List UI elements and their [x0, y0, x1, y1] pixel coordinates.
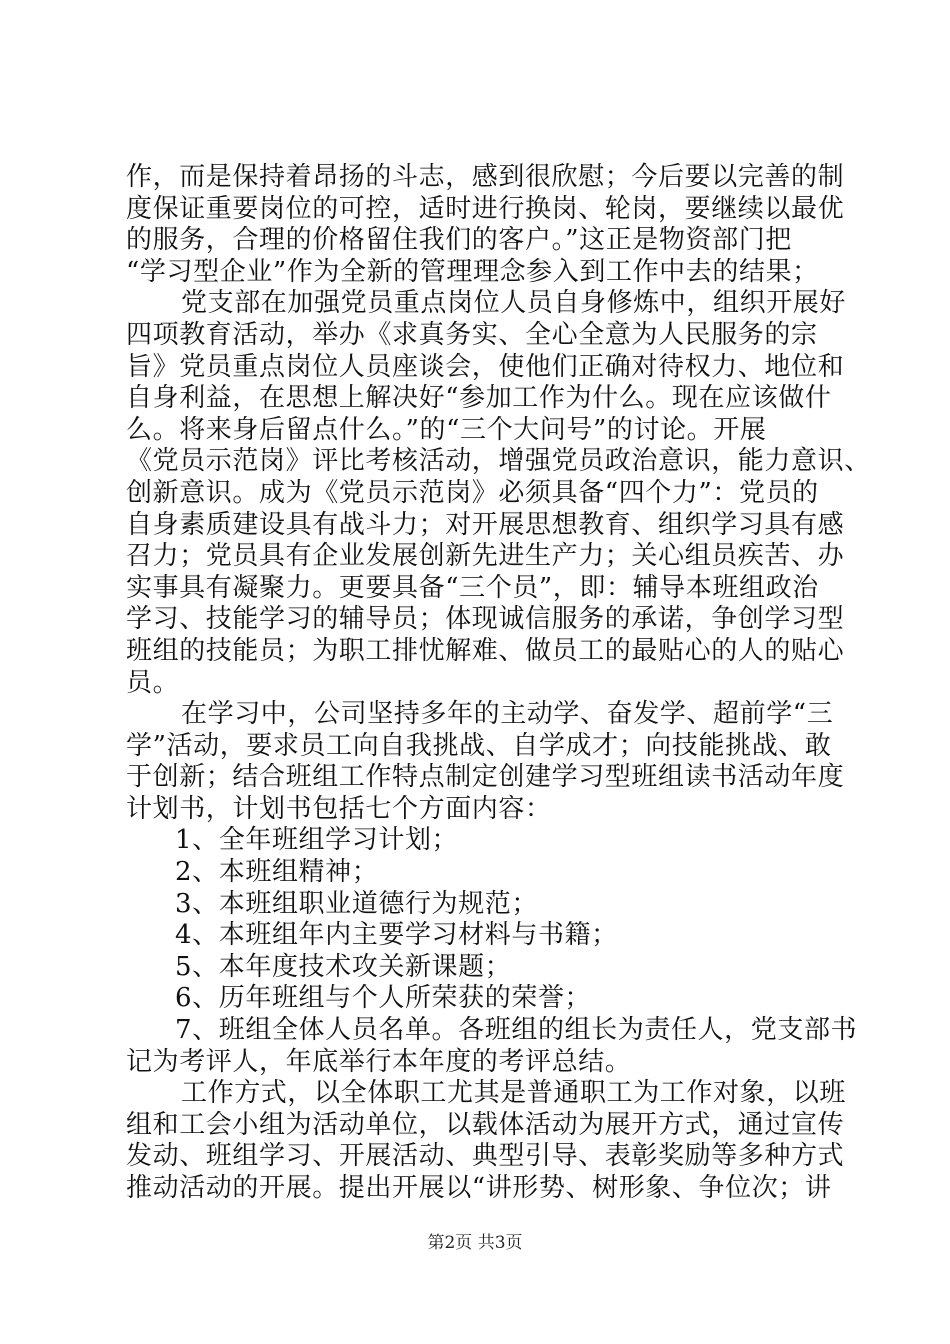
paragraph-line: 创新意识。成为《党员示范岗》必须具备“四个力”：党员的	[126, 477, 819, 508]
paragraph-line: 自身素质建设具有战斗力；对开展思想教育、组织学习具有感	[126, 509, 845, 540]
paragraph-line: 实事具有凝聚力。更要具备“三个员”，即：辅导本班组政治	[126, 572, 819, 603]
paragraph-line: 班组的技能员；为职工排忧解难、做员工的最贴心的人的贴心	[126, 635, 845, 666]
list-item: 6、历年班组与个人所荣获的荣誉；	[175, 983, 592, 1014]
paragraph-line: 学”活动，要求员工向自我挑战、自学成才；向技能挑战、敢	[126, 730, 832, 761]
paragraph-line: 四项教育活动，举办《求真务实、全心全意为人民服务的宗	[126, 319, 818, 350]
paragraph-line: “学习型企业”作为全新的管理理念参入到工作中去的结果；	[126, 256, 819, 287]
paragraph-line: 组和工会小组为活动单位，以载体活动为展开方式，通过宣传	[126, 1109, 845, 1140]
paragraph-line: 学习、技能学习的辅导员；体现诚信服务的承诺，争创学习型	[126, 604, 845, 635]
paragraph-line: 自身利益，在思想上解决好“参加工作为什么。现在应该做什	[126, 383, 832, 414]
list-item: 2、本班组精神；	[175, 857, 379, 888]
list-item: 4、本班组年内主要学习材料与书籍；	[175, 920, 618, 951]
paragraph-line: 么。将来身后留点什么。”的“三个大问号”的讨论。开展	[126, 414, 767, 445]
document-body	[126, 162, 871, 1205]
list-item: 7、班组全体人员名单。各班组的组长为责任人，党支部书	[175, 1015, 858, 1046]
paragraph-line: 旨》党员重点岗位人员座谈会，使他们正确对待权力、地位和	[126, 351, 845, 382]
paragraph-first-line: 党支部在加强党员重点岗位人员自身修炼中，组织开展好	[181, 288, 847, 319]
paragraph-first-line: 在学习中，公司坚持多年的主动学、奋发学、超前学“三	[181, 699, 834, 730]
list-item: 3、本班组职业道德行为规范；	[175, 888, 538, 919]
paragraph-line: 推动活动的开展。提出开展以“讲形势、树形象、争位次；讲	[126, 1173, 832, 1203]
paragraph-line: 召力；党员具有企业发展创新先进生产力；关心组员疾苦、办	[126, 541, 845, 572]
paragraph-line: 《党员示范岗》评比考核活动，增强党员政治意识，能力意识、	[126, 446, 871, 477]
paragraph-line: 作，而是保持着昂扬的斗志，感到很欣慰；今后要以完善的制	[126, 162, 845, 192]
paragraph-line: 发动、班组学习、开展活动、典型引导、表彰奖励等多种方式	[126, 1141, 845, 1172]
list-item: 5、本年度技术攻关新课题；	[175, 951, 512, 982]
list-item: 1、全年班组学习计划；	[175, 825, 459, 856]
paragraph-line: 于创新；结合班组工作特点制定创建学习型班组读书活动年度	[126, 762, 845, 793]
paragraph-line: 记为考评人，年底举行本年度的考评总结。	[126, 1046, 632, 1077]
page-number-footer: 第2页 共3页	[427, 1233, 523, 1253]
paragraph-line: 度保证重要岗位的可控，适时进行换岗、轮岗，要继续以最优	[126, 193, 845, 224]
paragraph-first-line: 工作方式，以全体职工尤其是普通职工为工作对象，以班	[181, 1078, 847, 1109]
paragraph-line: 员。	[126, 667, 180, 698]
paragraph-line: 的服务，合理的价格留住我们的客户。”这正是物资部门把	[126, 225, 792, 256]
paragraph-line: 计划书，计划书包括七个方面内容：	[126, 793, 552, 824]
